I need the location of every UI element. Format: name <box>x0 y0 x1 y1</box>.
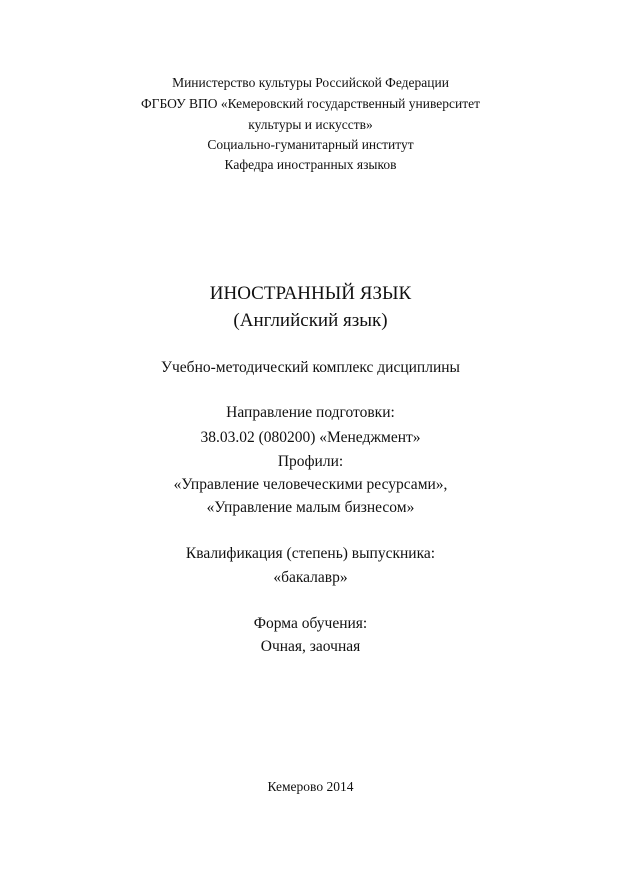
ministry-line: Министерство культуры Российской Федерации <box>172 75 449 90</box>
qualification-value: «бакалавр» <box>273 569 348 586</box>
university-line-2: культуры и искусств» <box>248 117 373 132</box>
qualification-label: Квалификация (степень) выпускника: <box>185 545 436 562</box>
study-form-value: Очная, заочная <box>260 638 361 655</box>
document-subtitle: (Английский язык) <box>233 310 388 331</box>
city-year: Кемерово 2014 <box>267 779 354 794</box>
profiles-label: Профили: <box>277 453 344 470</box>
complex-line: Учебно-методический комплекс дисциплины <box>161 359 460 376</box>
university-line-1: ФГБОУ ВПО «Кемеровский государственный университет <box>140 96 481 111</box>
direction-label: Направление подготовки: <box>226 404 395 421</box>
department-line: Кафедра иностранных языков <box>224 157 397 172</box>
institute-line: Социально-гуманитарный институт <box>207 137 414 152</box>
profile-item-1: «Управление человеческими ресурсами», <box>173 476 448 493</box>
direction-value: 38.03.02 (080200) «Менеджмент» <box>200 429 421 446</box>
profile-item-2: «Управление малым бизнесом» <box>206 499 415 516</box>
study-form-label: Форма обучения: <box>253 615 368 632</box>
document-title: ИНОСТРАННЫЙ ЯЗЫК <box>209 283 412 304</box>
